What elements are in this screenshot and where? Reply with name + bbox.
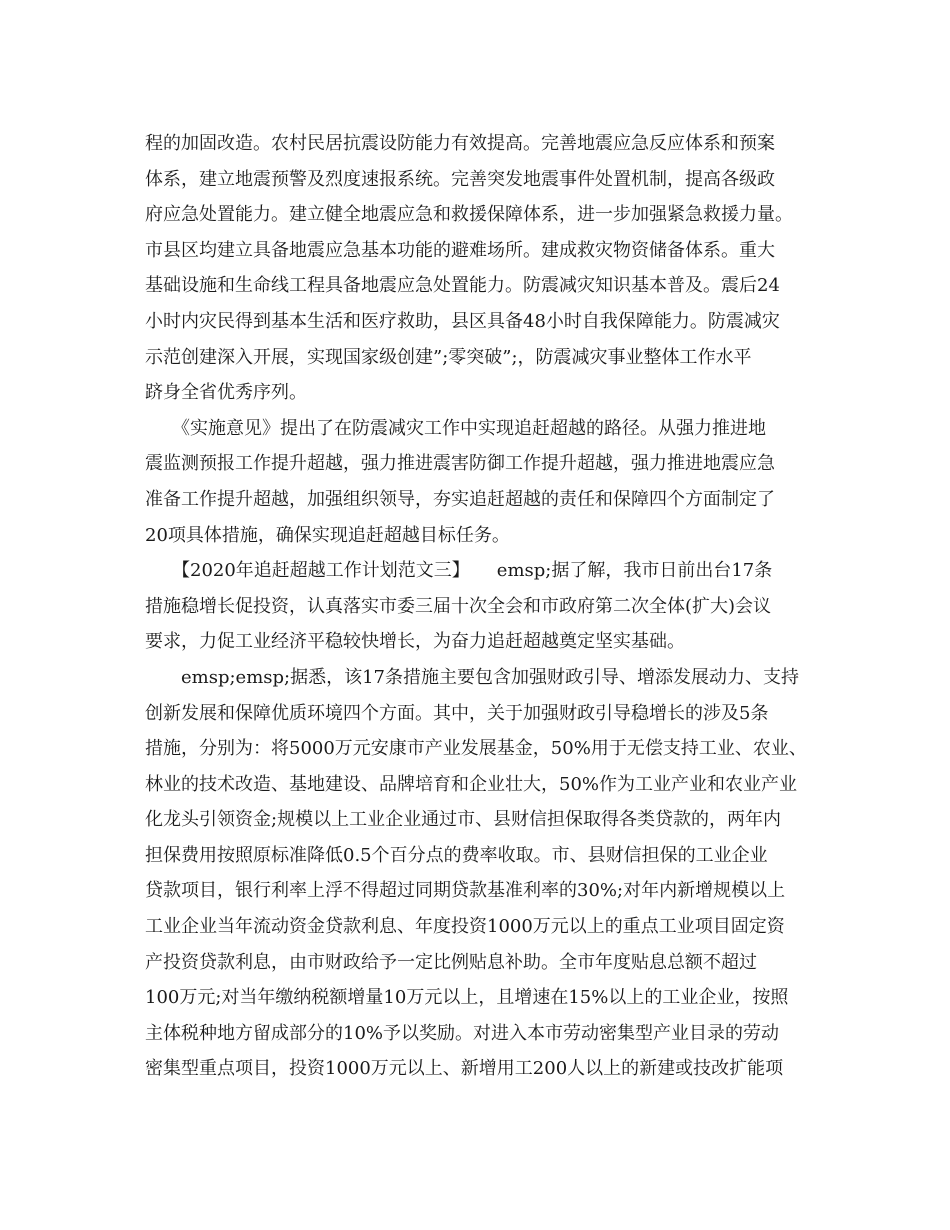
text-line: 示范创建深入开展，实现国家级创建”;零突破”;，防震减灾事业整体工作水平 bbox=[145, 346, 752, 368]
text-line: 产投资贷款利息，由市财政给予一定比例贴息补助。全市年度贴息总额不超过 bbox=[145, 951, 757, 973]
text-line: 贷款项目，银行利率上浮不得超过同期贷款基准利率的30%;对年内新增规模以上 bbox=[145, 880, 786, 902]
text-line: 密集型重点项目，投资1000万元以上、新增用工200人以上的新建或技改扩能项 bbox=[145, 1058, 784, 1080]
text-line: 20项具体措施，确保实现追赶超越目标任务。 bbox=[145, 524, 510, 546]
text-line: 《实施意见》提出了在防震减灾工作中实现追赶超越的路径。从强力推进地 bbox=[145, 417, 766, 439]
text-line: emsp;emsp;据悉，该17条措施主要包含加强财政引导、增添发展动力、支持 bbox=[145, 666, 799, 688]
text-line: 化龙头引领资金;规模以上工业企业通过市、县财信担保取得各类贷款的，两年内 bbox=[145, 809, 782, 831]
text-line: 体系，建立地震预警及烈度速报系统。完善突发地震事件处置机制，提高各级政 bbox=[145, 168, 775, 190]
text-line: 林业的技术改造、基地建设、品牌培育和企业壮大，50%作为工业产业和农业产业 bbox=[145, 773, 798, 795]
text-line: 跻身全省优秀序列。 bbox=[145, 382, 307, 404]
text-line: 小时内灾民得到基本生活和医疗救助，县区具备48小时自我保障能力。防震减灾 bbox=[145, 310, 780, 332]
text-line: 震监测预报工作提升超越，强力推进震害防御工作提升超越，强力推进地震应急 bbox=[145, 453, 775, 475]
text-line: 措施，分别为：将5000万元安康市产业发展基金，50%用于无偿支持工业、农业、 bbox=[145, 738, 807, 760]
text-line: 措施稳增长促投资，认真落实市委三届十次全会和市政府第二次全体(扩大)会议 bbox=[145, 595, 772, 617]
text-line: 程的加固改造。农村民居抗震设防能力有效提高。完善地震应急反应体系和预案 bbox=[145, 133, 775, 154]
text-line: 工业企业当年流动资金贷款利息、年度投资1000万元以上的重点工业项目固定资 bbox=[145, 916, 785, 938]
body-text bbox=[145, 126, 805, 1087]
text-line: 担保费用按照原标准降低0.5个百分点的费率收取。市、县财信担保的工业企业 bbox=[145, 844, 768, 866]
text-line: 基础设施和生命线工程具备地震应急处置能力。防震减灾知识基本普及。震后24 bbox=[145, 275, 780, 297]
text-line: 100万元;对当年缴纳税额增量10万元以上，且增速在15%以上的工业企业，按照 bbox=[145, 987, 789, 1009]
text-line: 准备工作提升超越，加强组织领导，夯实追赶超越的责任和保障四个方面制定了 bbox=[145, 488, 775, 510]
text-line: 要求，力促工业经济平稳较快增长，为奋力追赶超越奠定坚实基础。 bbox=[145, 631, 685, 653]
text-line: 市县区均建立具备地震应急基本功能的避难场所。建成救灾物资储备体系。重大 bbox=[145, 239, 775, 261]
text-line: 主体税种地方留成部分的10%予以奖励。对进入本市劳动密集型产业目录的劳动 bbox=[145, 1022, 780, 1044]
text-line: 创新发展和保障优质环境四个方面。其中，关于加强财政引导稳增长的涉及5条 bbox=[145, 702, 769, 724]
text-line: 府应急处置能力。建立健全地震应急和救援保障体系，进一步加强紧急救援力量。 bbox=[145, 204, 793, 226]
text-line: 【2020年追赶超越工作计划范文三】 emsp;据了解，我市日前出台17条 bbox=[145, 560, 773, 582]
